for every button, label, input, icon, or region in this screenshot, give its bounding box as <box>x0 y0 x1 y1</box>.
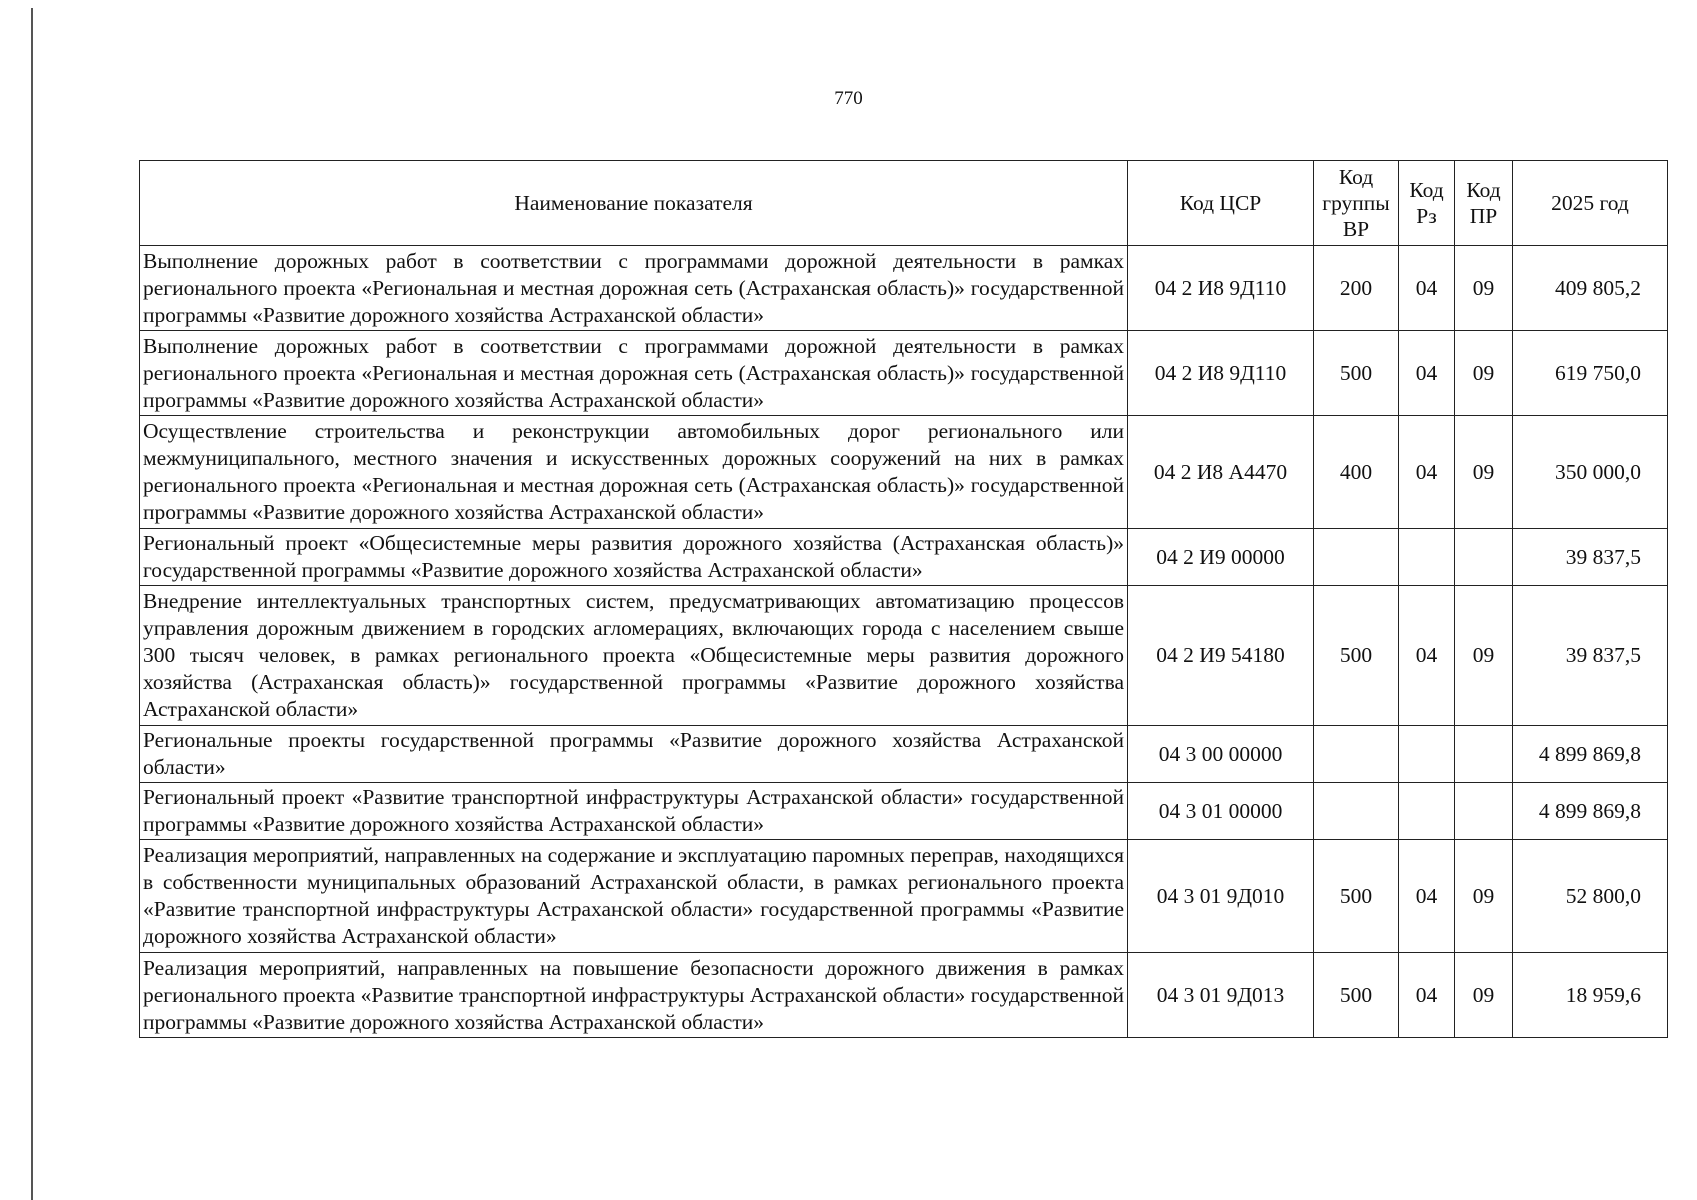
row-name: Выполнение дорожных работ в соответствии с программами дорожной деятельности в рамках регионального проекта «Региональная и местная дорожная сеть (Астраханская область)» государственной программы «Развитие дорожного хозяйства Астраханской области» <box>140 246 1128 331</box>
row-name: Региональные проекты государственной программы «Развитие дорожного хозяйства Астраханской области» <box>140 726 1128 783</box>
row-name: Региональный проект «Развитие транспортной инфраструктуры Астраханской области» государственной программы «Развитие дорожного хозяйства Астраханской области» <box>140 783 1128 840</box>
row-amount: 39 837,5 <box>1513 529 1668 586</box>
row-amount: 52 800,0 <box>1513 840 1668 953</box>
budget-table <box>139 160 1668 1038</box>
row-vr-code: 200 <box>1314 246 1399 331</box>
page-number: 770 <box>834 88 863 109</box>
row-rz-code: 04 <box>1399 246 1455 331</box>
table-row <box>140 726 1668 783</box>
row-amount: 409 805,2 <box>1513 246 1668 331</box>
row-rz-code: 04 <box>1399 840 1455 953</box>
row-csr-code: 04 2 И8 9Д110 <box>1128 246 1314 331</box>
row-csr-code: 04 2 И9 00000 <box>1128 529 1314 586</box>
row-name: Реализация мероприятий, направленных на содержание и эксплуатацию паромных переправ, находящихся в собственности муниципальных образований Астраханской области, в рамках регионального проекта «Развитие транспортной инфраструктуры Астраханской области» государственной программы «Развитие дорожного хозяйства Астраханской области» <box>140 840 1128 953</box>
row-rz-code: 04 <box>1399 586 1455 726</box>
row-rz-code <box>1399 783 1455 840</box>
row-csr-code: 04 3 01 9Д013 <box>1128 953 1314 1038</box>
header-vr-group-code: Код группы ВР <box>1314 161 1399 246</box>
row-pr-code: 09 <box>1455 246 1513 331</box>
row-pr-code <box>1455 783 1513 840</box>
row-rz-code: 04 <box>1399 953 1455 1038</box>
row-amount: 4 899 869,8 <box>1513 726 1668 783</box>
row-csr-code: 04 3 01 00000 <box>1128 783 1314 840</box>
row-name: Региональный проект «Общесистемные меры развития дорожного хозяйства (Астраханская область)» государственной программы «Развитие дорожного хозяйства Астраханской области» <box>140 529 1128 586</box>
row-vr-code <box>1314 529 1399 586</box>
row-csr-code: 04 2 И8 А4470 <box>1128 416 1314 529</box>
row-pr-code: 09 <box>1455 416 1513 529</box>
row-pr-code <box>1455 529 1513 586</box>
table-row <box>140 416 1668 529</box>
scan-edge-line <box>31 8 33 1200</box>
row-vr-code: 400 <box>1314 416 1399 529</box>
row-name: Внедрение интеллектуальных транспортных систем, предусматривающих автоматизацию процессов управления дорожным движением в городских агломерациях, включающих города с населением свыше 300 тысяч человек, в рамках регионального проекта «Общесистемные меры развития дорожного хозяйства (Астраханская область)» государственной программы «Развитие дорожного хозяйства Астраханской области» <box>140 586 1128 726</box>
row-name: Осуществление строительства и реконструкции автомобильных дорог регионального или межмуниципального, местного значения и искусственных дорожных сооружений на них в рамках регионального проекта «Региональная и местная дорожная сеть (Астраханская область)» государственной программы «Развитие дорожного хозяйства Астраханской области» <box>140 416 1128 529</box>
row-vr-code <box>1314 783 1399 840</box>
row-vr-code <box>1314 726 1399 783</box>
row-vr-code: 500 <box>1314 840 1399 953</box>
header-csr-code: Код ЦСР <box>1128 161 1314 246</box>
row-pr-code <box>1455 726 1513 783</box>
table-header-row <box>140 161 1668 246</box>
row-amount: 39 837,5 <box>1513 586 1668 726</box>
row-csr-code: 04 3 00 00000 <box>1128 726 1314 783</box>
row-name: Реализация мероприятий, направленных на повышение безопасности дорожного движения в рамках регионального проекта «Развитие транспортной инфраструктуры Астраханской области» государственной программы «Развитие дорожного хозяйства Астраханской области» <box>140 953 1128 1038</box>
row-amount: 18 959,6 <box>1513 953 1668 1038</box>
row-name: Выполнение дорожных работ в соответствии с программами дорожной деятельности в рамках регионального проекта «Региональная и местная дорожная сеть (Астраханская область)» государственной программы «Развитие дорожного хозяйства Астраханской области» <box>140 331 1128 416</box>
row-rz-code: 04 <box>1399 331 1455 416</box>
row-rz-code <box>1399 726 1455 783</box>
table-row <box>140 586 1668 726</box>
row-vr-code: 500 <box>1314 331 1399 416</box>
row-vr-code: 500 <box>1314 953 1399 1038</box>
row-csr-code: 04 2 И9 54180 <box>1128 586 1314 726</box>
table-row <box>140 331 1668 416</box>
table-row <box>140 246 1668 331</box>
table-row <box>140 953 1668 1038</box>
row-csr-code: 04 2 И8 9Д110 <box>1128 331 1314 416</box>
header-pr-code: Код ПР <box>1455 161 1513 246</box>
row-pr-code: 09 <box>1455 953 1513 1038</box>
row-rz-code: 04 <box>1399 416 1455 529</box>
table-row <box>140 840 1668 953</box>
row-vr-code: 500 <box>1314 586 1399 726</box>
header-rz-code: Код Рз <box>1399 161 1455 246</box>
row-amount: 4 899 869,8 <box>1513 783 1668 840</box>
row-amount: 619 750,0 <box>1513 331 1668 416</box>
header-year-2025: 2025 год <box>1513 161 1668 246</box>
row-amount: 350 000,0 <box>1513 416 1668 529</box>
header-name: Наименование показателя <box>140 161 1128 246</box>
row-rz-code <box>1399 529 1455 586</box>
table-row <box>140 529 1668 586</box>
row-csr-code: 04 3 01 9Д010 <box>1128 840 1314 953</box>
row-pr-code: 09 <box>1455 586 1513 726</box>
row-pr-code: 09 <box>1455 331 1513 416</box>
row-pr-code: 09 <box>1455 840 1513 953</box>
table-row <box>140 783 1668 840</box>
